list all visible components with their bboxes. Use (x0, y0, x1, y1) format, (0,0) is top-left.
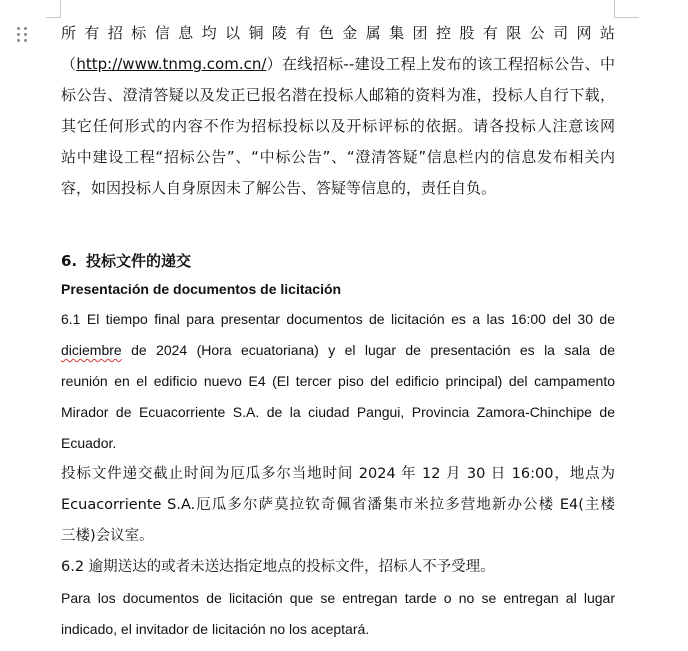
text-line: 6.1 El tiempo final para presentar documentos de licitación es a las 16:00 del 30 de (61, 311, 615, 327)
text-line: Ecuacorriente S.A.厄瓜多尔萨莫拉钦奇佩省潘集市米拉多营地新办公楼 E4(主楼 (61, 497, 615, 513)
text-line: 所有招标信息均以铜陵有色金属集团控股有限公司网站 (61, 24, 615, 42)
text-line: 其它任何形式的内容不作为招标投标以及开标评标的依据。请各投标人注意该网 (61, 117, 615, 135)
paragraph-6-2-cn (61, 552, 615, 583)
paragraph-6-1-cn (61, 459, 615, 552)
section-title-cn: 投标文件的递交 (86, 252, 192, 270)
text-line: Ecuador. (61, 435, 117, 451)
blank-line (61, 204, 615, 244)
text-line: 站中建设工程“招标公告”、“中标公告”、“澄清答疑”信息栏内的信息发布相关内 (61, 148, 615, 166)
text-line: 标公告、澄清答疑以及发正已报名潜在投标人邮箱的资料为准，投标人自行下载， (61, 86, 615, 104)
text-run: de 2024 (Hora ecuatoriana) y el lugar de presentación es la sala de (121, 342, 615, 358)
page-corner-mark-left (46, 0, 61, 18)
text-run: （ (61, 55, 77, 73)
section-number: 6. (61, 252, 78, 270)
text-line: Mirador de Ecuacorriente S.A. de la ciudad Pangui, Provincia Zamora-Chinchipe de (61, 404, 615, 420)
spellcheck-word[interactable]: diciembre (61, 342, 122, 358)
text-line: reunión en el edificio nuevo E4 (El tercer piso del edificio principal) del campamento (61, 373, 615, 389)
section-title-es: Presentación de documentos de licitación (61, 281, 342, 297)
paragraph-6-2-es (61, 583, 615, 645)
website-link[interactable]: http://www.tnmg.com.cn/ (76, 55, 267, 73)
paragraph-6-1-es (61, 304, 615, 459)
paragraph-bidding-info-cn (61, 18, 615, 204)
section-heading (61, 248, 615, 274)
drag-handle-icon[interactable] (17, 27, 29, 43)
text-run: ）在线招标--建设工程上发布的该工程招标公告、中 (266, 55, 615, 73)
document-body (61, 18, 615, 645)
text-line: 容，如因投标人自身原因未了解公告、答疑等信息的，责任自负。 (61, 179, 497, 197)
text-line: 三楼)会议室。 (61, 528, 154, 544)
text-line: indicado, el invitador de licitación no los aceptará. (61, 621, 370, 637)
text-line: Para los documentos de licitación que se entregan tarde o no se entregan al lugar (61, 590, 615, 606)
text-line: 投标文件递交截止时间为厄瓜多尔当地时间 2024 年 12 月 30 日 16:00，地点为 (61, 466, 615, 482)
text-line (61, 335, 615, 366)
text-line: 6.2 逾期送达的或者未送达指定地点的投标文件，招标人不予受理。 (61, 559, 495, 575)
text-line (61, 49, 615, 80)
page-corner-mark-right (614, 0, 639, 18)
